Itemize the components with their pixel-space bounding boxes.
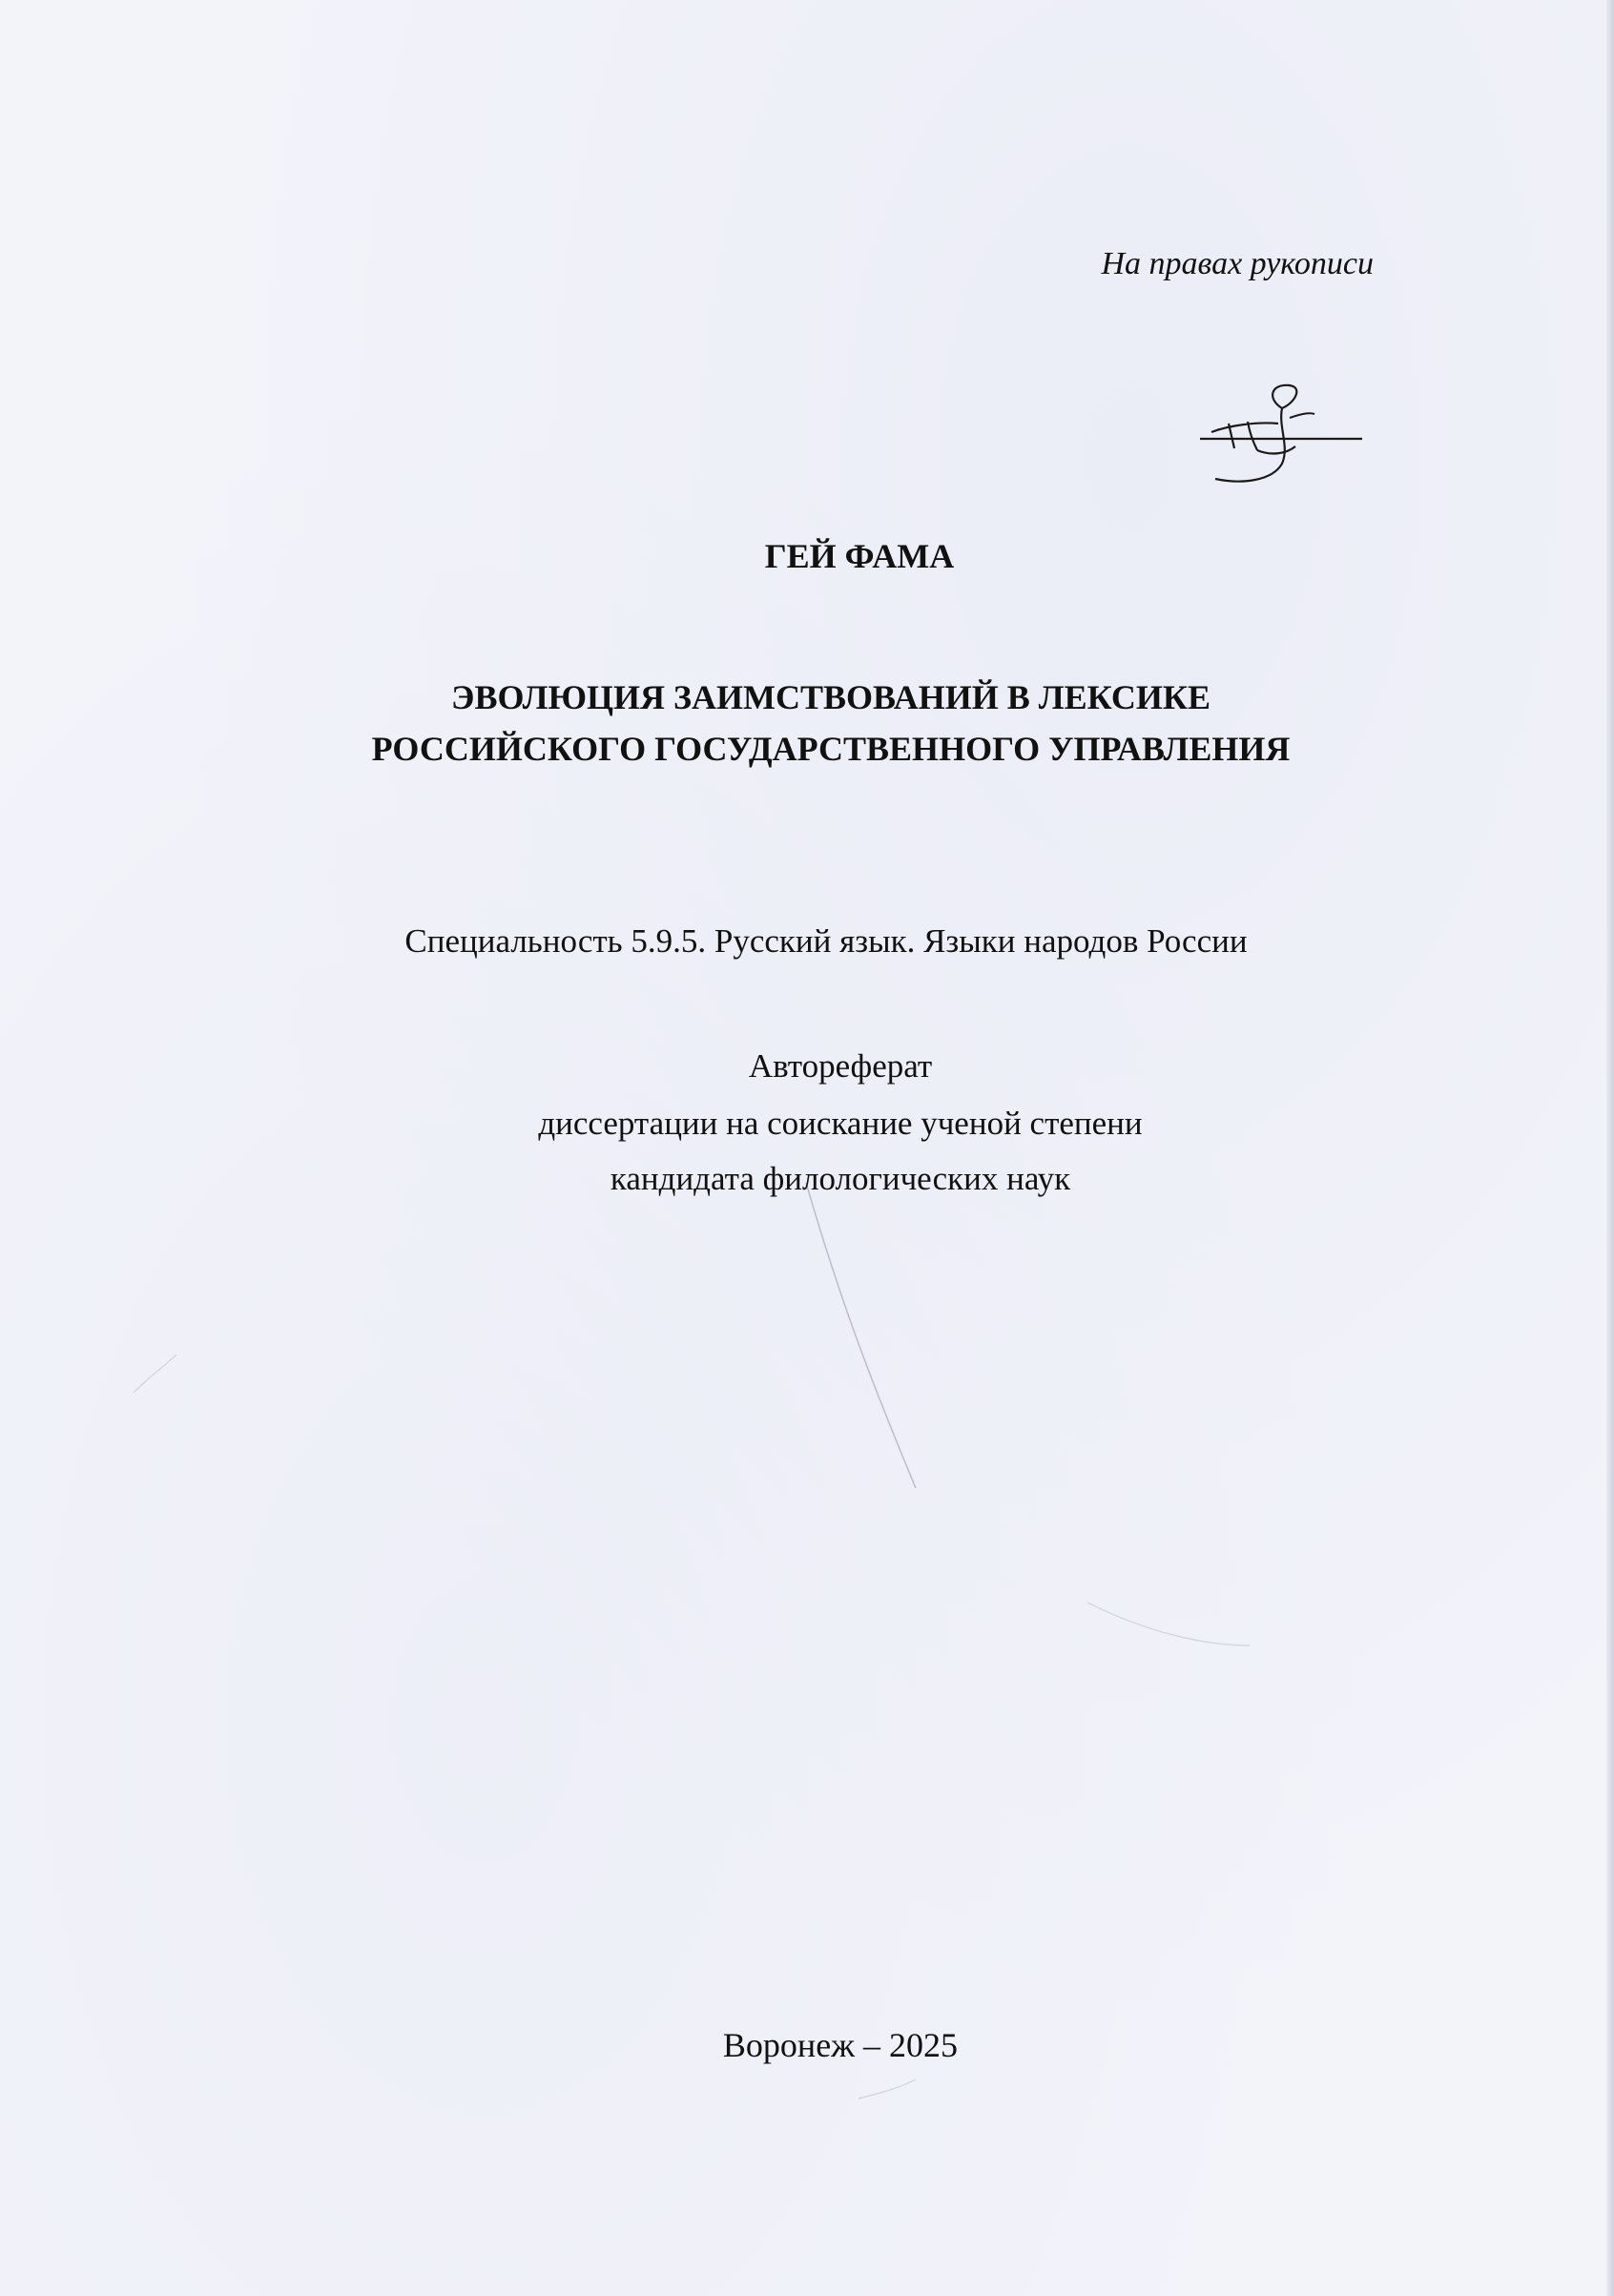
author-name: ГЕЙ ФАМА <box>764 537 955 575</box>
degree-line-2: кандидата филологических наук <box>610 1160 1071 1197</box>
title-line-1: ЭВОЛЮЦИЯ ЗАИМСТВОВАНИЙ В ЛЕКСИКЕ <box>451 678 1210 716</box>
handwritten-signature <box>1190 380 1372 494</box>
title-line-2: РОССИЙСКОГО ГОСУДАРСТВЕННОГО УПРАВЛЕНИЯ <box>371 730 1291 768</box>
place-year: Воронеж – 2025 <box>722 2026 959 2064</box>
page-edge <box>1606 0 1614 2296</box>
rights-note: На правах рукописи <box>1101 246 1374 281</box>
abstract-label: Автореферат <box>748 1047 933 1085</box>
specialty: Специальность 5.9.5. Русский язык. Языки народов России <box>404 922 1248 960</box>
degree-line-1: диссертации на соискание ученой степени <box>538 1105 1143 1142</box>
